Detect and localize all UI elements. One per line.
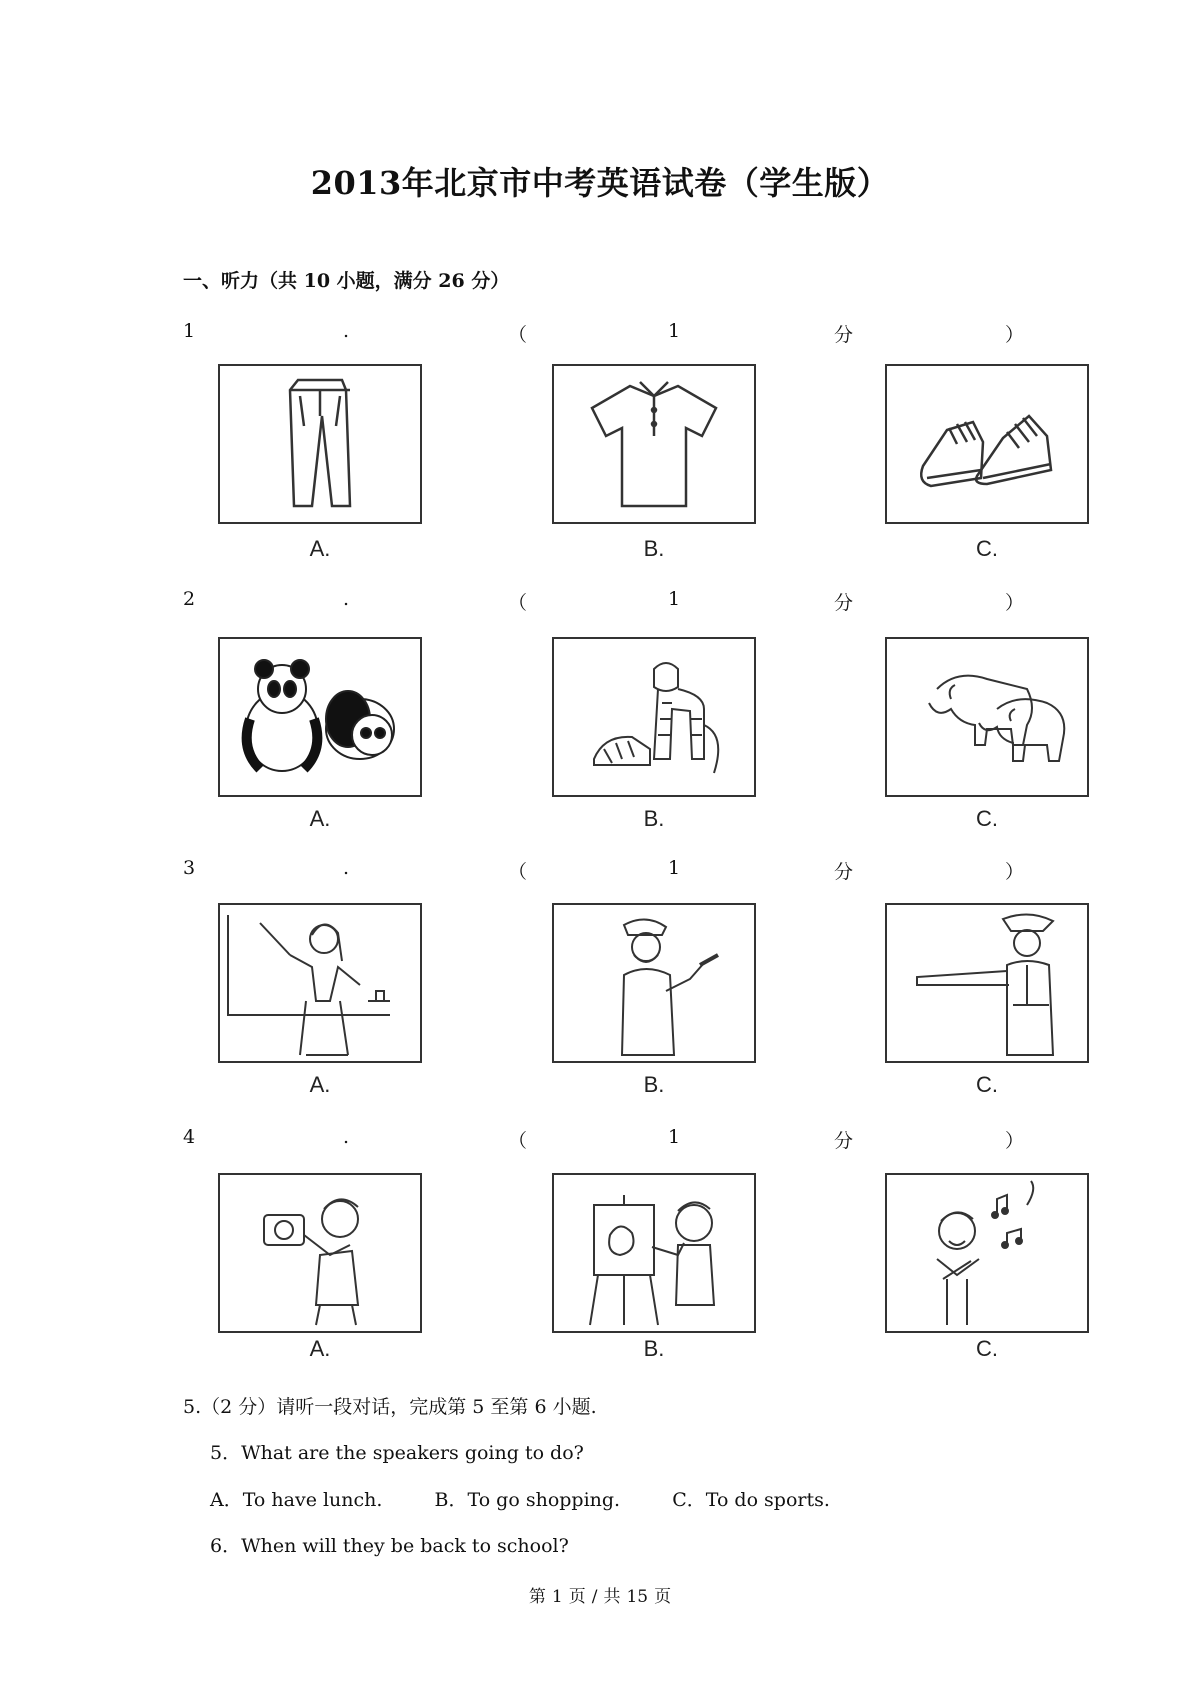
photographer-icon[interactable]: [218, 1173, 422, 1333]
tigers-icon[interactable]: [552, 637, 756, 797]
option-label-c: C.: [976, 1072, 998, 1097]
points-value: 1: [668, 857, 681, 879]
points-unit: 分: [834, 592, 854, 614]
question-dot: .: [343, 857, 350, 879]
option-label-b: B.: [643, 806, 665, 831]
right-paren: ）: [1005, 324, 1025, 346]
points-unit: 分: [834, 861, 854, 883]
footer-separator: /: [591, 1587, 598, 1607]
option-label-b: B.: [643, 1336, 665, 1361]
right-paren: ）: [1005, 1130, 1025, 1152]
left-paren: （: [508, 861, 528, 883]
section-heading: 一、听力（共 10 小题，满分 26 分）: [183, 270, 510, 292]
easel-painting-icon[interactable]: [552, 1173, 756, 1333]
option-label-a: A.: [309, 1336, 331, 1361]
right-paren: ）: [1005, 592, 1025, 614]
question-dot: .: [343, 588, 350, 610]
points-unit: 分: [834, 1130, 854, 1152]
question-4-header: [183, 1126, 1025, 1154]
footer-text: 页: [654, 1587, 672, 1607]
question-number: 2: [183, 588, 196, 610]
option-label-c: C.: [976, 536, 998, 561]
page-title: 2013年北京市中考英语试卷（学生版）: [310, 164, 890, 202]
question-number: 4: [183, 1126, 196, 1148]
total-pages-number: 15: [626, 1587, 649, 1607]
option-label-a: A.: [309, 1072, 331, 1097]
pandas-icon[interactable]: [218, 637, 422, 797]
option-label-a: A.: [309, 806, 331, 831]
question-dot: .: [343, 320, 350, 342]
police-officer-icon[interactable]: [885, 903, 1089, 1063]
option-c[interactable]: C．To do sports.: [672, 1489, 830, 1511]
question-3-header: [183, 857, 1025, 885]
right-paren: ）: [1005, 861, 1025, 883]
footer-text: 第: [528, 1587, 546, 1607]
left-paren: （: [508, 592, 528, 614]
question-1-header: [183, 320, 1025, 348]
option-b[interactable]: B．To go shopping.: [434, 1489, 621, 1511]
current-page-number: 1: [551, 1587, 563, 1607]
elephants-icon[interactable]: [885, 637, 1089, 797]
singing-boy-icon[interactable]: [885, 1173, 1089, 1333]
option-label-c: C.: [976, 1336, 998, 1361]
option-label-b: B.: [643, 536, 665, 561]
option-a[interactable]: A．To have lunch.: [210, 1489, 383, 1511]
question-5-options: [210, 1485, 830, 1512]
trousers-icon[interactable]: [218, 364, 422, 524]
page-footer: [0, 1582, 1200, 1607]
points-value: 1: [668, 320, 681, 342]
footer-text: 共: [603, 1587, 621, 1607]
option-label-a: A.: [309, 536, 331, 561]
question-5-prompt: 5．What are the speakers going to do?: [210, 1442, 584, 1464]
painter-icon[interactable]: [552, 903, 756, 1063]
question-5-intro: 5.（2 分）请听一段对话，完成第 5 至第 6 小题.: [183, 1396, 597, 1418]
left-paren: （: [508, 324, 528, 346]
points-unit: 分: [834, 324, 854, 346]
question-number: 1: [183, 320, 196, 342]
option-label-b: B.: [643, 1072, 665, 1097]
question-dot: .: [343, 1126, 350, 1148]
teacher-icon[interactable]: [218, 903, 422, 1063]
left-paren: （: [508, 1130, 528, 1152]
sneakers-icon[interactable]: [885, 364, 1089, 524]
question-2-header: [183, 588, 1025, 616]
footer-text: 页: [568, 1587, 586, 1607]
question-number: 3: [183, 857, 196, 879]
shirt-icon[interactable]: [552, 364, 756, 524]
points-value: 1: [668, 1126, 681, 1148]
option-label-c: C.: [976, 806, 998, 831]
question-6-prompt: 6．When will they be back to school?: [210, 1535, 569, 1557]
points-value: 1: [668, 588, 681, 610]
